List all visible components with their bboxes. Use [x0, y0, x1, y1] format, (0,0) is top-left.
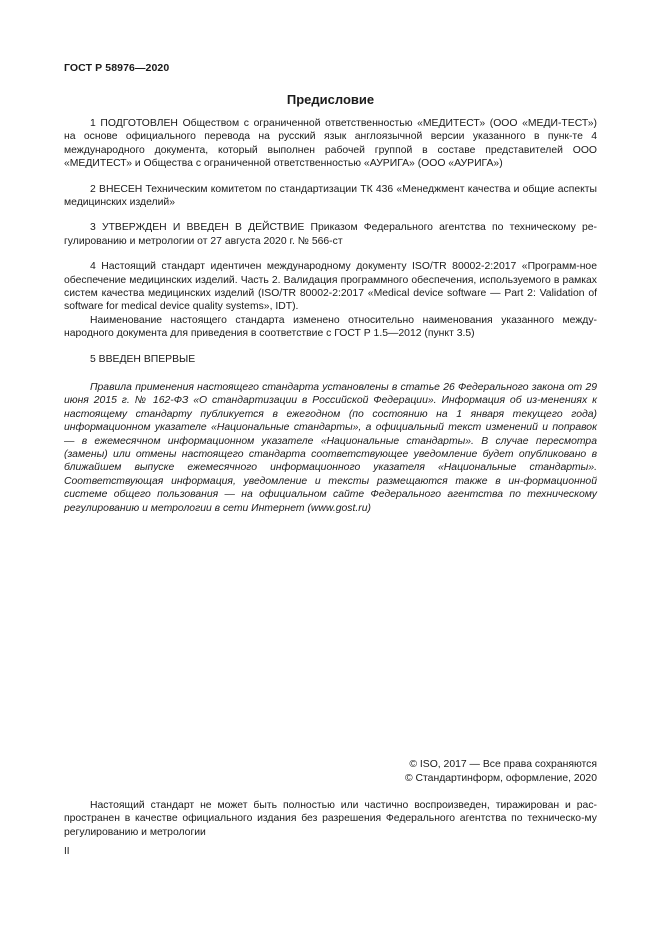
foreword-content: [64, 117, 597, 366]
copyright-block: [405, 758, 597, 786]
reproduction-text: Настоящий стандарт не может быть полностью или частично воспроизведен, тиражирован и рас-пространен в качестве официального издания без разрешения Федерального агентства по техническо-му регулированию и метрологии: [64, 800, 597, 838]
copyright-iso: © ISO, 2017 — Все права сохраняются: [409, 759, 597, 770]
copyright-standartinform: © Стандартинформ, оформление, 2020: [404, 773, 597, 784]
reproduction-notice: [64, 799, 597, 839]
paragraph-name-changed: Наименование настоящего стандарта изменено относительно наименования указанного между-народного документа для приведения в соответствие с ГОСТ Р 1.5—2012 (пункт 3.5): [64, 314, 597, 340]
page-number: II: [64, 846, 70, 857]
application-rules-notice: [64, 381, 597, 515]
document-id-header: ГОСТ Р 58976—2020: [64, 62, 170, 74]
paragraph-submitted-by: 2 ВНЕСЕН Техническим комитетом по стандартизации ТК 436 «Менеджмент качества и общие аспекты медицинских изделий»: [64, 183, 597, 209]
paragraph-identical-to: 4 Настоящий стандарт идентичен международному документу ISO/TR 80002-2:2017 «Программ-ное обеспечение медицинских изделий. Часть 2. Валидация программного обеспечения, используемого в рамках систем качества медицинских изделий (ISO/TR 80002-2:2017 «Medical device software — Part 2: Validation of software for medical device quality systems», IDT).: [64, 261, 597, 313]
paragraph-prepared-by: 1 ПОДГОТОВЛЕН Обществом с ограниченной ответственностью «МЕДИТЕСТ» (ООО «МЕДИ-ТЕСТ») на основе официального перевода на русский язык англоязычной версии указанного в пунк-те 4 международного документа, который выполнен рабочей группой в составе представителей ООО «МЕДИТЕСТ» и Общества с ограниченной ответственностью «АУРИГА» (ООО «АУРИГА»): [64, 118, 597, 170]
paragraph-approved: 3 УТВЕРЖДЕН И ВВЕДЕН В ДЕЙСТВИЕ Приказом Федерального агентства по техническому ре-гулированию и метрологии от 27 августа 2020 г. № 566-ст: [64, 222, 597, 247]
page-title: Предисловие: [286, 92, 375, 107]
notice-text: Правила применения настоящего стандарта установлены в статье 26 Федерального закона от 29 июня 2015 г. № 162-ФЗ «О стандартизации в Российской Федерации». Информация об из-менениях к настоящему стандарту публикуется в ежегодном (по состоянию на 1 января текущего года) информационном указателе «Национальные стандарты», а официальный текст изменений и поправок — в ежемесячном информационном указателе «Национальные стандарты». В случае пересмотра (замены) или отмены настоящего стандарта соответствующее уведомление будет опубликовано в ближайшем выпуске ежемесячного информационного указателя «Национальные стандарты». Соответствующая информация, уведомление и тексты размещаются также в ин-формационной системе общего пользования — на официальном сайте Федерального агентства по техническому регулированию и метрологии в сети Интернет (www.gost.ru): [64, 382, 597, 514]
paragraph-introduced-first: 5 ВВЕДЕН ВПЕРВЫЕ: [90, 353, 196, 365]
